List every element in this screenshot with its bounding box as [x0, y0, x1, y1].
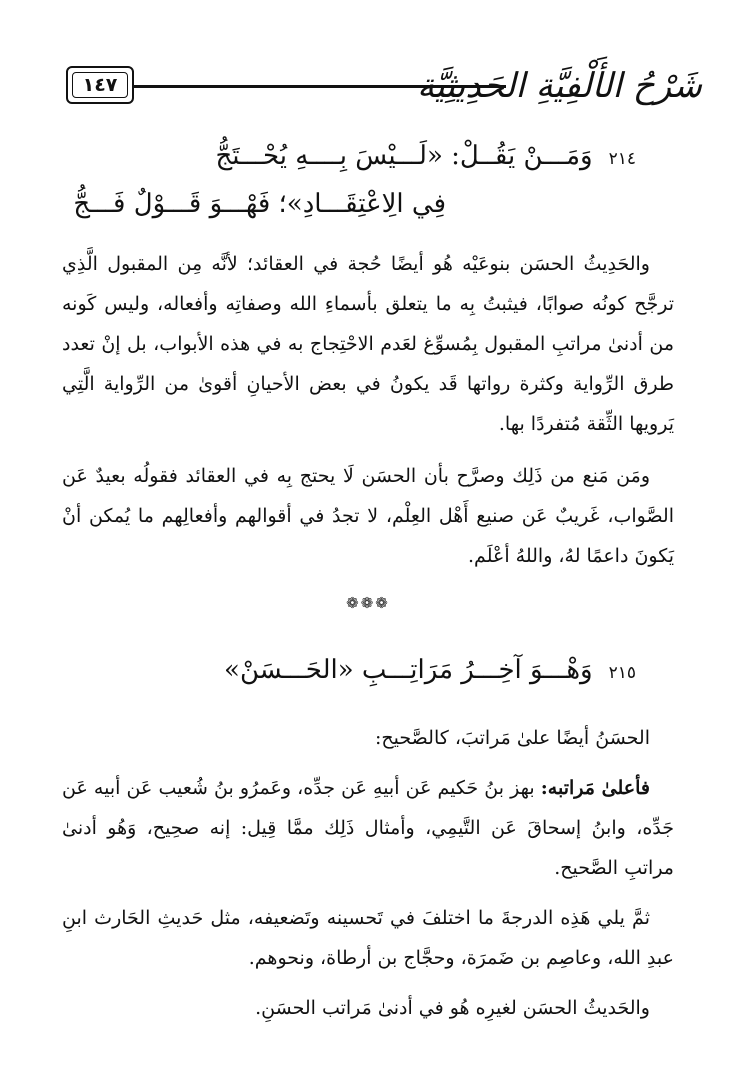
verse-text: وَمَـــنْ يَقُــلْ: «لَـــيْسَ بِــــهِ يُحْـــتَجُّ: [215, 141, 593, 171]
paragraph: والحَدِيثُ الحسَن بنوعَيْه هُو أيضًا حُجة في العقائد؛ لأنَّه مِن المقبول الَّذِي ترجَّح كونُه صوابًا، فيثبتُ بِه ما يتعلق بأسماءِ الله وصفاتِه وأفعاله، وليس كَونه من أدنىٰ مراتبِ المقبول بِمُسوِّغ لعَدم الاحْتِجاج به في هذه الأبواب، بل إنْ تعدد طرق الرِّواية وكثرة رواتها قَد يكونُ في بعض الأحيانِ أقوىٰ من الرِّواية الَّتِي يَرويها الثِّقة مُتفردًا بها.: [62, 253, 674, 435]
paragraph: الحسَنُ أيضًا علىٰ مَراتبَ، كالصَّحيح:: [375, 727, 650, 749]
section-separator: ❁❁❁: [346, 594, 390, 612]
paragraph: والحَديثُ الحسَن لغيرِه هُو في أدنىٰ مَراتب الحسَنِ.: [255, 997, 650, 1019]
verse-214-line-1: [216, 136, 636, 179]
paragraph-lead: فأعلىٰ مَراتبه:: [540, 777, 650, 799]
page-number: ١٤٧: [72, 72, 128, 98]
verse-215-line-1: [224, 650, 636, 693]
verse-214-line-2: [73, 184, 446, 224]
paragraph: [62, 768, 674, 888]
paragraph: ثمَّ يلي هَذِه الدرجةَ ما اختلفَ في تَحسينه وتَضعيفه، مثل حَديثِ الحَارث ابنِ عبدِ الله، وعاصِم بن ضَمرَة، وحجَّاج بن أرطاة، ونحوهم.: [62, 907, 674, 969]
verse-number: ٢١٤: [608, 149, 636, 169]
verse-text: فِي الِاعْتِقَـــادِ»؛ فَهْـــوَ قَـــوْلٌ فَـــجُّ: [73, 189, 446, 219]
commentary-block-2: [62, 718, 674, 1028]
paragraph-body: بهز بنُ حَكيم عَن أبيهِ عَن جدِّه، وعَمرُو بنُ شُعيب عَن أبيه عَن جَدِّه، وابنُ إسحاقَ عَن التَّيمِي، وأمثال ذَلِك ممَّا قِيل: إنه صحِيح، وَهُو أدنىٰ مراتبِ الصَّحيح.: [62, 777, 674, 879]
page-header: [66, 58, 702, 118]
verse-number: ٢١٥: [608, 663, 636, 683]
book-title: شَرْحُ الأَلْفِيَّةِ الحَدِيثِيَّة: [417, 66, 702, 106]
verse-text: وَهْـــوَ آخِـــرُ مَرَاتِـــبِ «الحَـــسَنْ»: [224, 655, 593, 685]
paragraph: ومَن مَنع من ذَلِك وصرَّح بأن الحسَن لَا يحتج بِه في العقائد فقولُه بعيدٌ عَن الصَّواب، غَريبٌ عَن صنيع أَهْل العِلْم، لا تجدُ في أقوالهم وأفعالِهم ما يُمكن أنْ يَكونَ داعمًا لهُ، واللهُ أعْلَم.: [62, 465, 674, 567]
page-number-frame: [66, 66, 134, 104]
commentary-block-1: [62, 244, 674, 576]
